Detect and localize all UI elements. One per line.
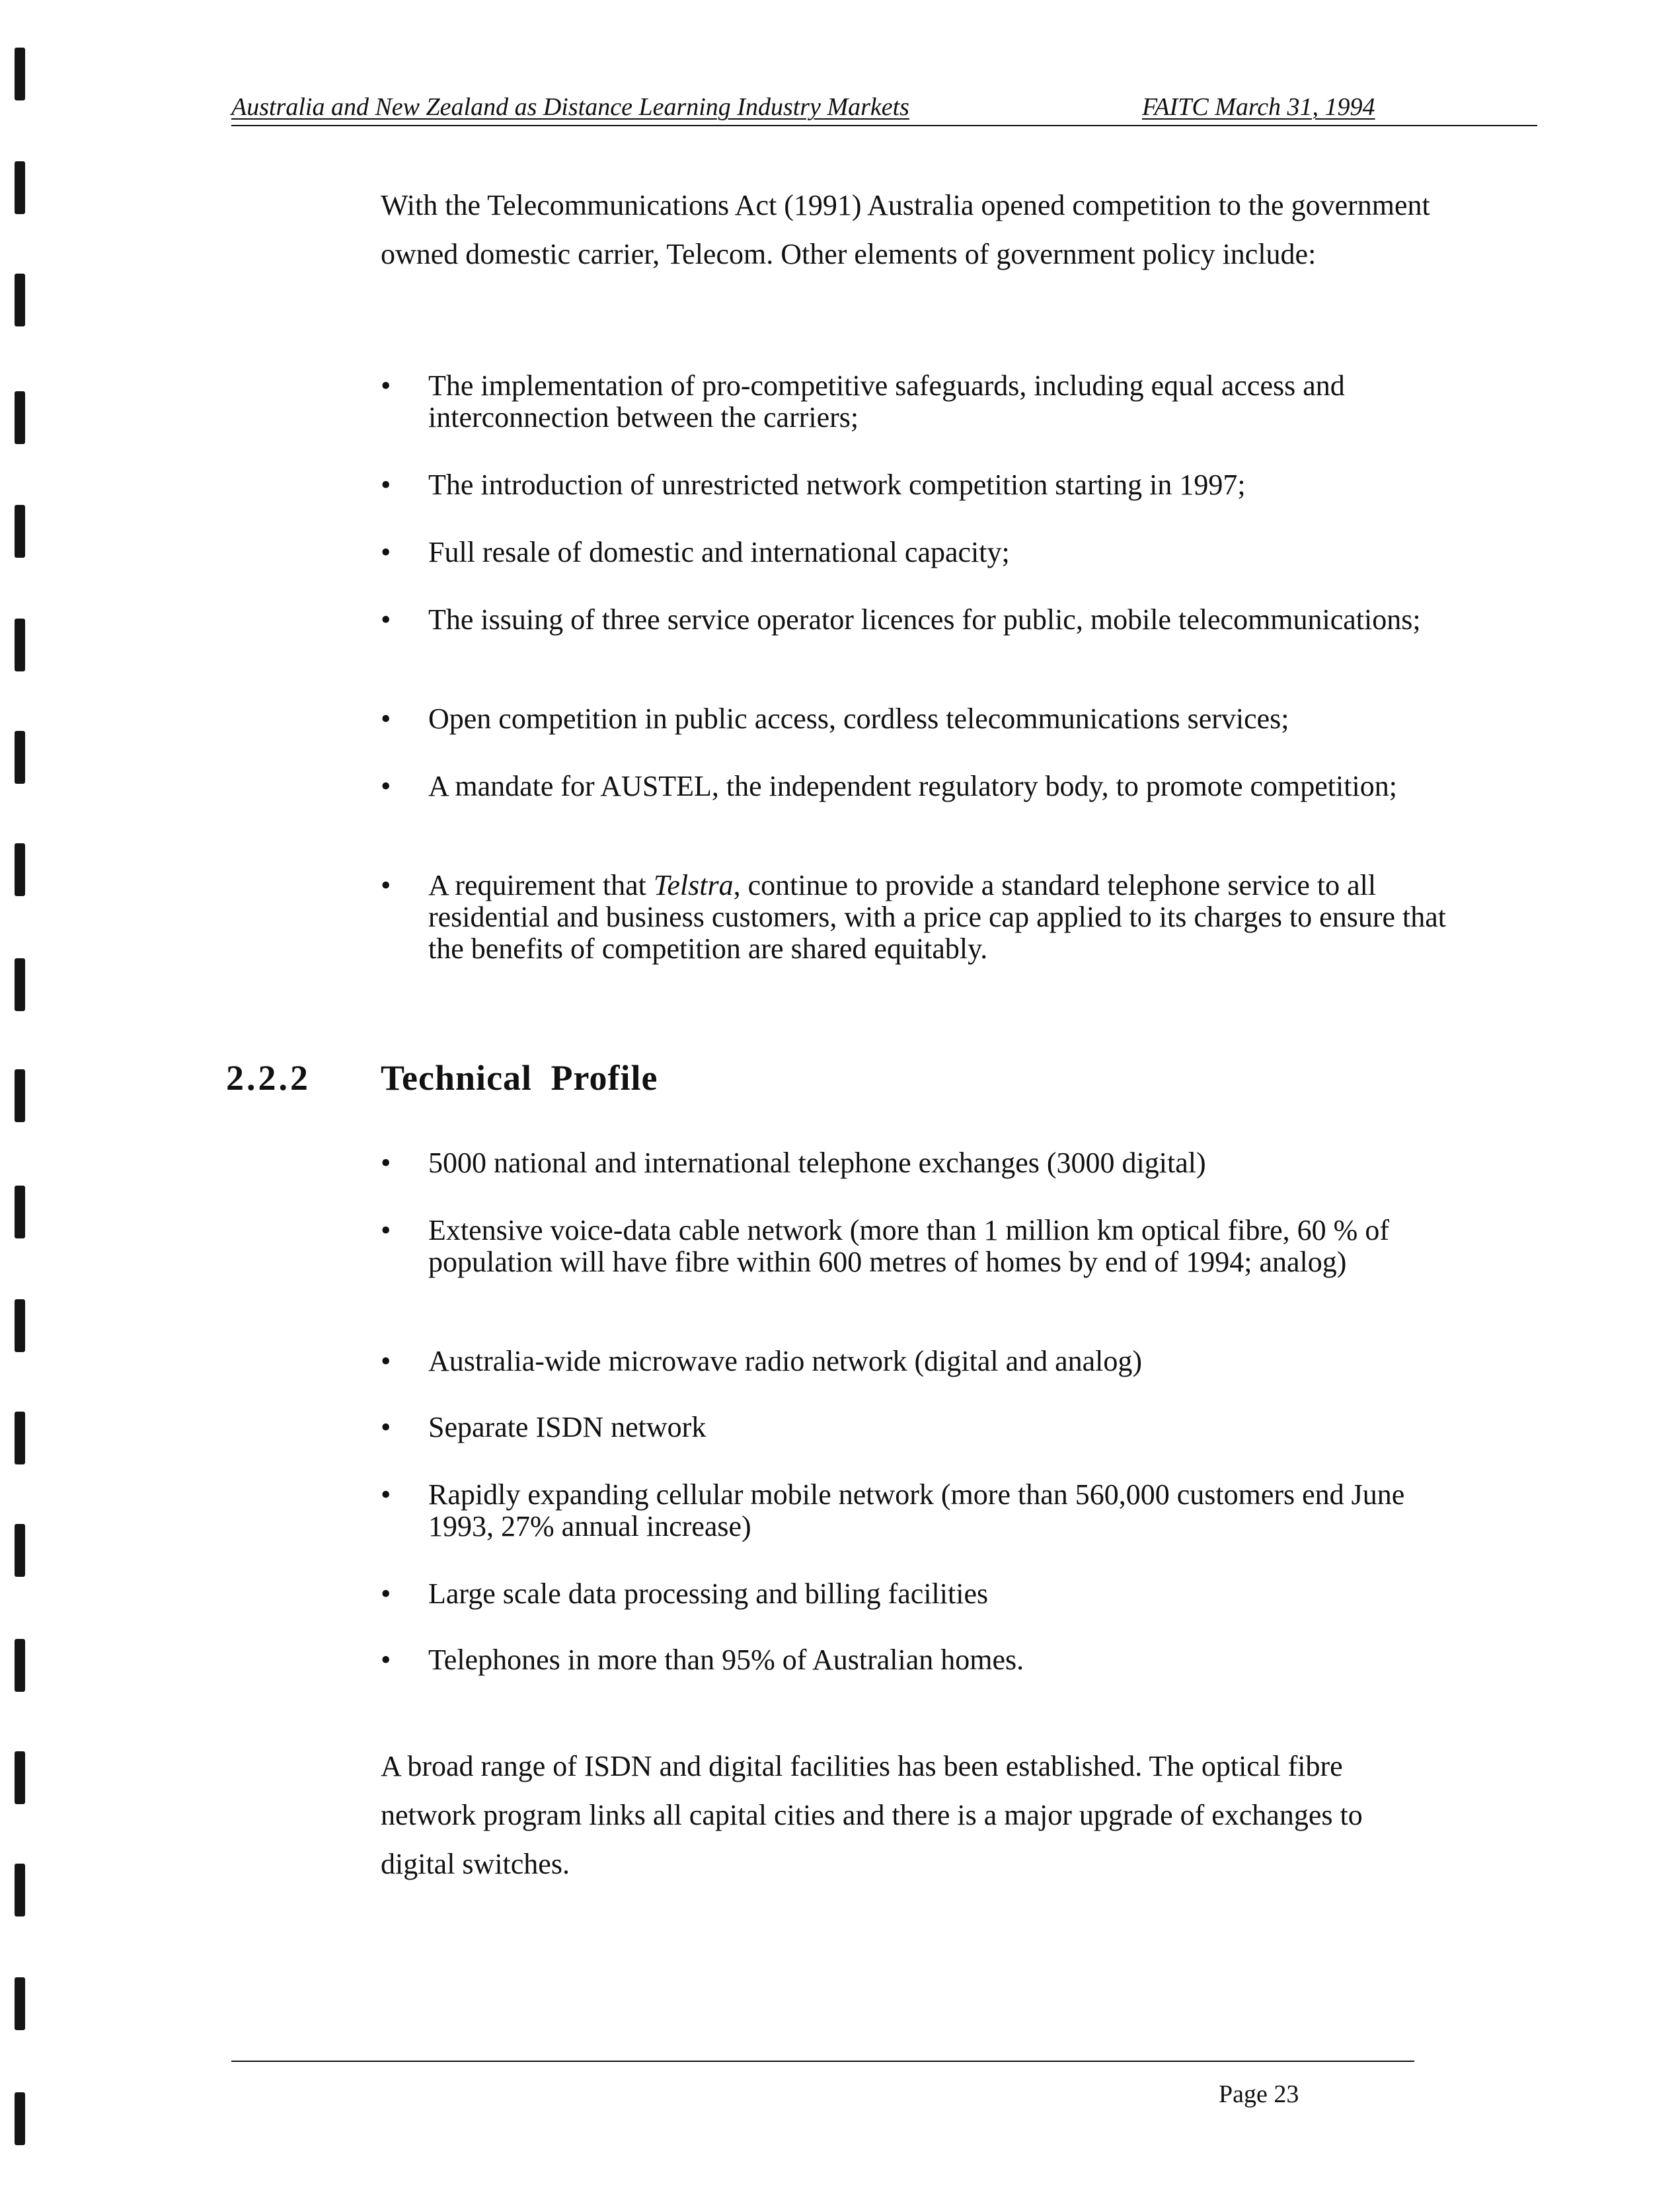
header-rule [231,125,1537,126]
section-number: 2.2.2 [226,1058,311,1098]
header-source-date: FAITC March 31, 1994 [1142,93,1375,121]
binding-mark [15,731,25,784]
binding-mark [15,1186,25,1238]
list-item-text: The implementation of pro-competitive safeguards, including equal access and interconnection between the carriers; [428,369,1345,434]
bullet-icon: • [381,869,391,901]
binding-mark [15,958,25,1011]
list-item-text-rest: , continue to provide a standard telephone service to all residential and business customers, with a price cap applied to its charges to ensure that the benefits of competition are shared equitably. [428,869,1446,965]
binding-mark [15,48,25,100]
bullet-icon: • [381,1644,391,1676]
closing-paragraph: A broad range of ISDN and digital facilities has been established. The optical fibre network program links all capital cities and there is a major upgrade of exchanges to digital switches. [381,1750,1363,1880]
telstra-emphasis: Telstra [653,869,734,901]
list-item-text: Open competition in public access, cordless telecommunications services; [428,702,1289,735]
binding-mark [15,1977,25,2030]
intro-paragraph: With the Telecommunications Act (1991) Australia opened competition to the government owned domestic carrier, Telecom. Other elements of government policy include: [381,189,1430,270]
list-item-text: Telephones in more than 95% of Australian homes. [428,1644,1024,1676]
binding-mark [15,161,25,214]
binding-mark [15,1751,25,1804]
bullet-icon: • [381,770,391,802]
list-item-text: Separate ISDN network [428,1411,706,1443]
list-item-text: A mandate for AUSTEL, the independent regulatory body, to promote competition; [428,770,1397,802]
bullet-icon: • [381,469,391,501]
bullet-icon: • [381,1478,391,1511]
list-item-text: Rapidly expanding cellular mobile network (more than 560,000 customers end June 1993, 27% annual increase) [428,1478,1405,1542]
list-item-text: The issuing of three service operator licences for public, mobile telecommunications; [428,603,1421,636]
binding-mark [15,1412,25,1464]
binding-mark [15,505,25,558]
list-item-text: 5000 national and international telephone exchanges (3000 digital) [428,1147,1206,1179]
binding-mark [15,2092,25,2145]
binding-mark [15,1864,25,1916]
page-header [231,91,1537,127]
bullet-icon: • [381,1214,391,1246]
list-item-text: Full resale of domestic and international capacity; [428,536,1010,568]
binding-mark [15,274,25,326]
binding-mark [15,1299,25,1352]
list-item-text: The introduction of unrestricted network competition starting in 1997; [428,469,1246,501]
binding-mark [15,1069,25,1122]
binding-punch-marks [0,0,40,2200]
bullet-icon: • [381,369,391,402]
bullet-icon: • [381,1345,391,1377]
bullet-icon: • [381,1411,391,1443]
binding-mark [15,1524,25,1577]
list-item-text: Extensive voice-data cable network (more than 1 million km optical fibre, 60 % of population will have fibre within 600 metres of homes by end of 1994; analog) [428,1214,1389,1278]
binding-mark [15,619,25,671]
bullet-icon: • [381,603,391,636]
page-number: Page 23 [1219,2080,1299,2108]
header-document-title: Australia and New Zealand as Distance Learning Industry Markets [231,93,909,121]
binding-mark [15,1639,25,1692]
bullet-icon: • [381,536,391,568]
list-item-text [428,870,1451,965]
bullet-icon: • [381,1147,391,1179]
section-title: Technical Profile [381,1058,658,1098]
list-item-text-lead: A requirement that [428,869,654,901]
binding-mark [15,391,25,444]
bullet-icon: • [381,702,391,735]
list-item-text: Large scale data processing and billing facilities [428,1577,989,1610]
list-item-text: Australia-wide microwave radio network (digital and analog) [428,1345,1143,1377]
bullet-icon: • [381,1577,391,1610]
footer-rule [231,2061,1414,2062]
binding-mark [15,843,25,896]
